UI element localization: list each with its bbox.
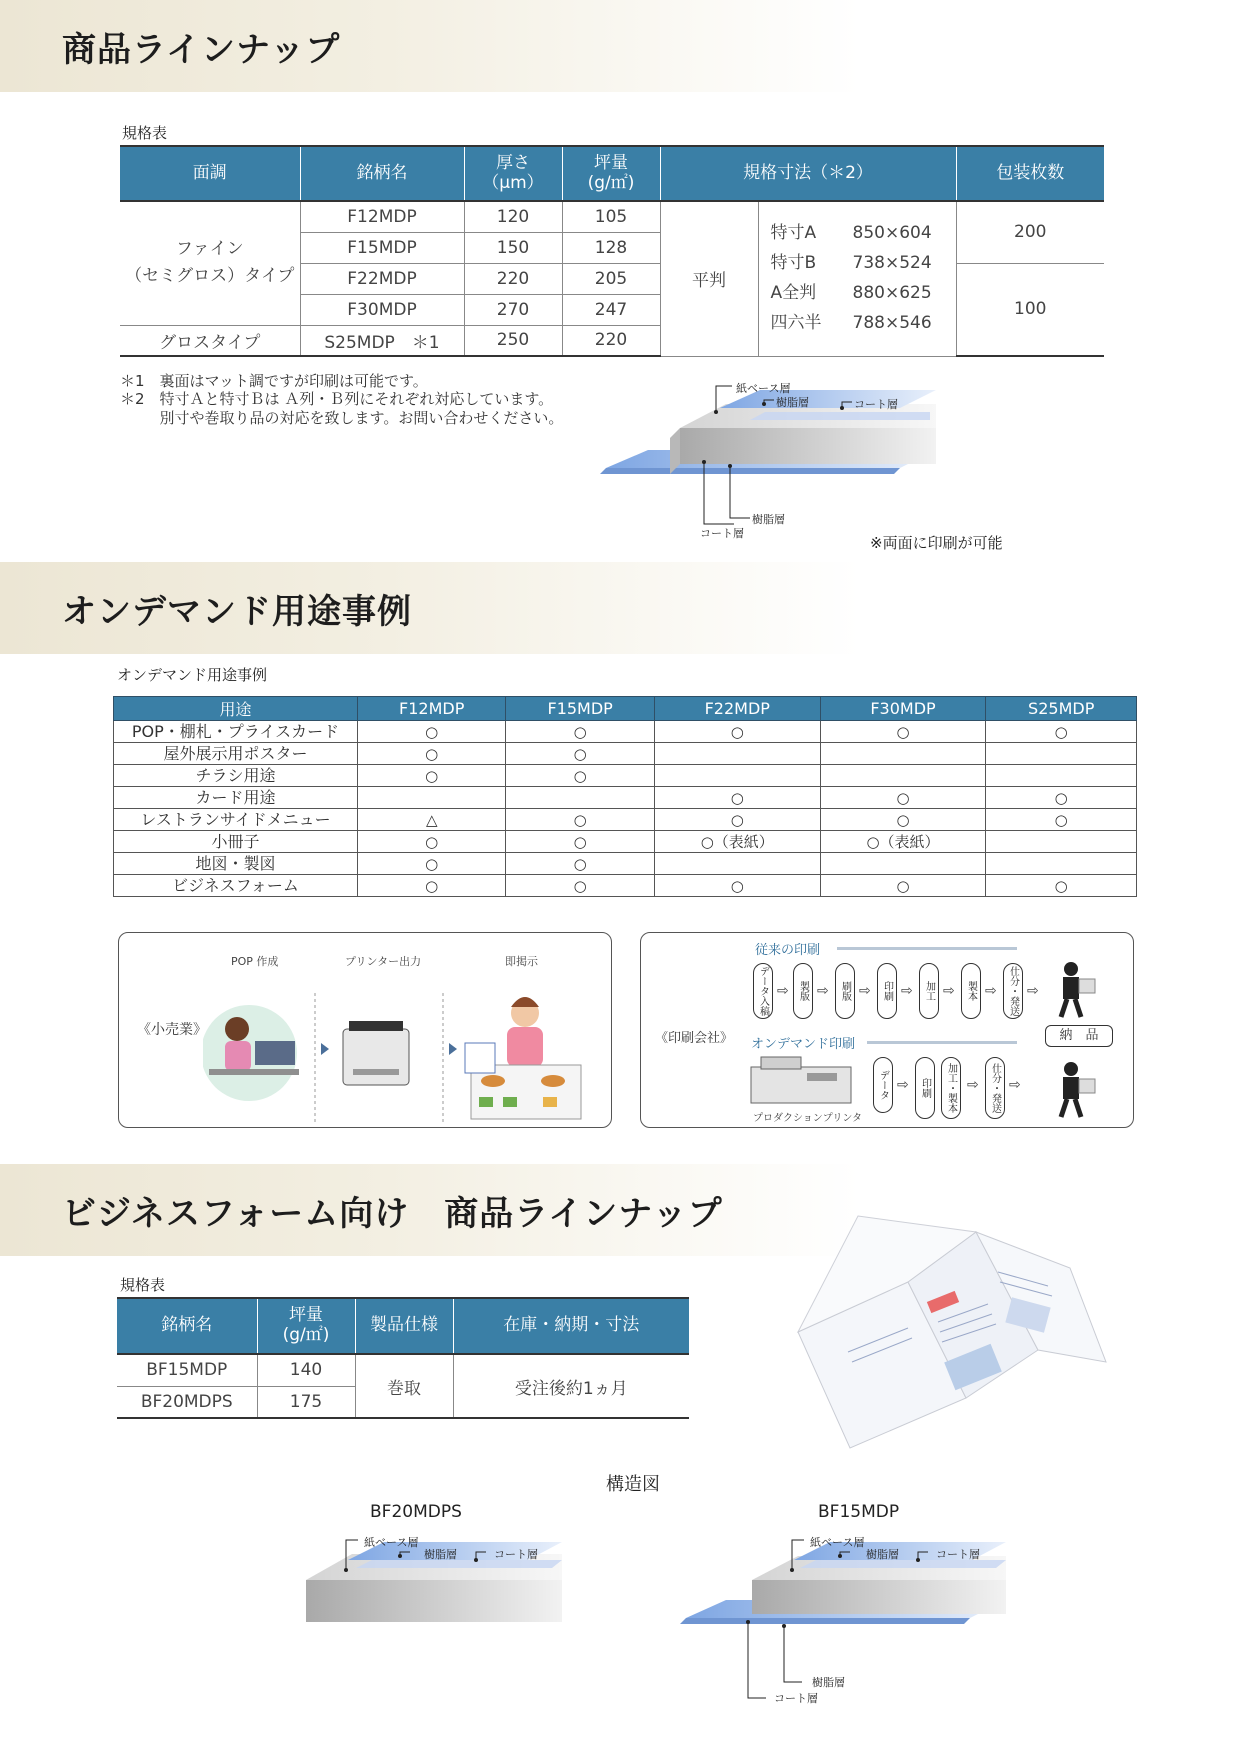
bf-table (117, 1297, 689, 1419)
use-row (114, 831, 1137, 853)
conventional-bar (837, 947, 1017, 950)
base-front (680, 428, 936, 464)
printer-icon (343, 1029, 409, 1085)
weight-cell: 247 (562, 294, 660, 325)
bf-th-weight: 坪量 (g/㎡) (257, 1298, 355, 1354)
label-coat-bottom: コート層 (774, 1692, 818, 1705)
person-head-icon (225, 1017, 249, 1041)
use-mark-cell: ○（表紙） (654, 831, 820, 853)
th-surface: 面調 (120, 146, 300, 201)
brand-cell: S25MDP ＊1 (300, 325, 464, 356)
use-mark-cell (820, 765, 986, 787)
use-label-cell: 小冊子 (114, 831, 358, 853)
use-mark-cell: ○ (654, 875, 820, 897)
size-row: A全判 880×625 (770, 282, 932, 303)
th-thickness: 厚さ （μm） (464, 146, 562, 201)
delivery-box: 納 品 (1045, 1025, 1113, 1047)
label-resin-bottom: 樹脂層 (752, 513, 785, 526)
base-front (306, 1580, 562, 1622)
use-label-cell: POP・棚札・プライスカード (114, 721, 358, 743)
use-label-cell: 地図・製図 (114, 853, 358, 875)
business-form-image (788, 1212, 1118, 1452)
use-mark-cell: ○ (358, 831, 506, 853)
th-brand: 銘柄名 (300, 146, 464, 201)
use-mark-cell (820, 853, 986, 875)
th-pack: 包装枚数 (956, 146, 1104, 201)
use-th: F22MDP (654, 697, 820, 721)
bf-weight-cell: 175 (257, 1386, 355, 1418)
use-row (114, 809, 1137, 831)
retail-panel (118, 932, 612, 1128)
use-mark-cell (506, 787, 654, 809)
thickness-cell: 270 (464, 294, 562, 325)
use-th: F12MDP (358, 697, 506, 721)
use-row (114, 743, 1137, 765)
use-label-cell: 屋外展示用ポスター (114, 743, 358, 765)
bf-th-brand: 銘柄名 (117, 1298, 257, 1354)
step-arrow-icon: ⇨ (859, 983, 871, 999)
bf-weight-cell: 140 (257, 1354, 355, 1386)
use-mark-cell: ○ (358, 743, 506, 765)
clerk-body-icon (507, 1027, 543, 1067)
weight-cell: 205 (562, 263, 660, 294)
ondemand-bar (867, 1041, 1017, 1044)
bottom-resin-layer (600, 468, 900, 474)
conv-step: 刷版 (835, 963, 855, 1019)
thickness-cell: 150 (464, 232, 562, 263)
step-arrow-icon: ⇨ (1027, 983, 1039, 999)
th-weight: 坪量 (g/㎡) (562, 146, 660, 201)
callout-dot (714, 410, 718, 414)
weight-cell: 128 (562, 232, 660, 263)
use-mark-cell: ○ (506, 831, 654, 853)
use-row (114, 875, 1137, 897)
use-row (114, 853, 1137, 875)
use-mark-cell: ○ (358, 853, 506, 875)
retail-illustration (203, 973, 603, 1123)
use-mark-cell: ○ (986, 721, 1137, 743)
thickness-cell: 250 (464, 325, 562, 356)
flat-cell: 平判 (660, 201, 758, 356)
use-label-cell: カード用途 (114, 787, 358, 809)
section-title: ビジネスフォーム向け 商品ラインナップ (62, 1194, 723, 1234)
thickness-cell: 120 (464, 201, 562, 232)
brand-cell: F15MDP (300, 232, 464, 263)
bottom-resin-layer (680, 1618, 970, 1624)
use-mark-cell: ○ (986, 787, 1137, 809)
use-mark-cell (986, 831, 1137, 853)
use-mark-cell: ○ (820, 787, 986, 809)
size-row: 特寸B 738×524 (770, 253, 932, 273)
section-title: オンデマンド用途事例 (62, 592, 412, 632)
label-paper-base: 紙ベース層 (364, 1536, 419, 1549)
od-step: 印刷 (915, 1057, 935, 1119)
step-printer-label: プリンター出力 (345, 955, 422, 968)
section-title: 商品ラインナップ (62, 30, 341, 70)
ondemand-label: オンデマンド印刷 (751, 1037, 856, 1052)
brand-cell: F30MDP (300, 294, 464, 325)
pack-cell: 200 (956, 201, 1104, 263)
delivery-person-icon (1051, 1059, 1101, 1119)
callout-dot (702, 460, 706, 464)
label-resin: 樹脂層 (866, 1548, 899, 1561)
bf-caption: 規格表 (120, 1276, 166, 1294)
step-arrow-icon: ⇨ (897, 1077, 909, 1093)
spec-notes (120, 372, 563, 427)
note-line: ＊1 裏面はマット調ですが印刷は可能です。 (120, 372, 428, 390)
brand-cell: F12MDP (300, 201, 464, 232)
step-arrow-icon: ⇨ (817, 983, 829, 999)
sizes-cell (758, 201, 956, 356)
use-mark-cell (358, 787, 506, 809)
base-front (752, 1580, 1006, 1614)
use-mark-cell (986, 853, 1137, 875)
use-mark-cell: ○ (506, 721, 654, 743)
thickness-cell: 220 (464, 263, 562, 294)
use-mark-cell: ○ (506, 809, 654, 831)
use-mark-cell: ○ (358, 765, 506, 787)
step-post-label: 即掲示 (505, 955, 538, 968)
section-header-ondemand (0, 562, 860, 654)
use-mark-cell: ○ (654, 721, 820, 743)
od-step: 加工・製本 (941, 1057, 961, 1119)
laptop-icon (255, 1041, 295, 1065)
note-line: 別寸や巻取り品の対応を致します。お問い合わせください。 (120, 408, 564, 427)
size-row: 特寸A 850×604 (770, 223, 932, 244)
use-label-cell: チラシ用途 (114, 765, 358, 787)
conv-step: 仕分・発送 (1003, 963, 1023, 1019)
both-sides-note: ※両面に印刷が可能 (870, 534, 1003, 552)
label-coat-bottom: コート層 (700, 527, 744, 540)
label-paper-base: 紙ベース層 (736, 382, 791, 395)
note-line: ＊2 特寸Ａと特寸Ｂは Ａ列・Ｂ列にそれぞれ対応しています。 (120, 390, 554, 409)
section-header-bf (0, 1164, 860, 1256)
th-size: 規格寸法（＊2） (660, 146, 956, 201)
use-mark-cell: ○ (654, 809, 820, 831)
use-mark-cell (986, 765, 1137, 787)
use-th: 用途 (114, 697, 358, 721)
use-th: F15MDP (506, 697, 654, 721)
bf-brand-cell: BF20MDPS (117, 1386, 257, 1418)
label-coat: コート層 (854, 398, 898, 411)
printing-label: 《印刷会社》 (655, 1031, 734, 1046)
use-row (114, 765, 1137, 787)
conv-step: データ入稿 (753, 963, 773, 1019)
desk-icon (209, 1069, 299, 1075)
brand-cell: F22MDP (300, 263, 464, 294)
use-mark-cell: ○（表紙） (820, 831, 986, 853)
conventional-label: 従来の印刷 (755, 943, 821, 958)
label-paper-base: 紙ベース層 (810, 1536, 865, 1549)
use-row (114, 787, 1137, 809)
use-label-cell: ビジネスフォーム (114, 875, 358, 897)
delivery-person-icon (1051, 959, 1101, 1019)
use-mark-cell (654, 743, 820, 765)
conv-step: 印刷 (877, 963, 897, 1019)
use-label-cell: レストランサイドメニュー (114, 809, 358, 831)
label-coat: コート層 (494, 1548, 538, 1561)
bf-stock-cell: 受注後約1ヵ月 (453, 1354, 689, 1418)
structure-right-name: BF15MDP (818, 1502, 900, 1522)
bf-spec-cell: 巻取 (355, 1354, 453, 1418)
use-mark-cell (654, 853, 820, 875)
use-th: S25MDP (986, 697, 1137, 721)
use-mark-cell: ○ (506, 765, 654, 787)
weight-cell: 105 (562, 201, 660, 232)
bf-brand-cell: BF15MDP (117, 1354, 257, 1386)
structure-left-name: BF20MDPS (370, 1502, 462, 1522)
conv-step: 製版 (793, 963, 813, 1019)
flow-arrow-icon (321, 1043, 329, 1055)
size-row: 四六半 788×546 (770, 312, 932, 333)
callout-dot (728, 464, 732, 468)
step-arrow-icon: ⇨ (967, 1077, 979, 1093)
step-arrow-icon: ⇨ (1009, 1077, 1021, 1093)
retail-label: 《小売業》 (137, 1022, 207, 1038)
use-mark-cell: ○ (506, 875, 654, 897)
callout-dot (762, 402, 766, 406)
use-mark-cell: ○ (820, 721, 986, 743)
step-arrow-icon: ⇨ (777, 983, 789, 999)
top-coat-layer (750, 412, 930, 420)
conv-step: 製本 (961, 963, 981, 1019)
use-mark-cell: ○ (506, 853, 654, 875)
callout-dot (840, 406, 844, 410)
person-body-icon (225, 1041, 251, 1071)
pack-cell: 100 (956, 263, 1104, 356)
spec-table (120, 145, 1104, 357)
weight-cell: 220 (562, 325, 660, 356)
use-mark-cell (986, 743, 1137, 765)
conv-step: 加工 (919, 963, 939, 1019)
production-printer-icon (747, 1053, 857, 1109)
use-caption: オンデマンド用途事例 (117, 666, 268, 684)
use-mark-cell: ○ (506, 743, 654, 765)
step-pop-label: POP 作成 (231, 955, 279, 968)
use-th: F30MDP (820, 697, 986, 721)
od-step: 仕分・発送 (985, 1057, 1005, 1119)
use-mark-cell (654, 765, 820, 787)
fine-type-cell: ファイン （セミグロス）タイプ (120, 201, 300, 325)
use-mark-cell: ○ (820, 809, 986, 831)
section-header-lineup (0, 0, 860, 92)
label-coat: コート層 (936, 1548, 980, 1561)
use-mark-cell: △ (358, 809, 506, 831)
use-mark-cell (820, 743, 986, 765)
label-resin: 樹脂層 (424, 1548, 457, 1561)
od-step: データ (873, 1057, 893, 1113)
label-resin: 樹脂層 (776, 396, 809, 409)
use-mark-cell: ○ (358, 875, 506, 897)
use-mark-cell: ○ (986, 875, 1137, 897)
layer-diagram-bf15mdp (680, 1538, 1010, 1708)
use-mark-cell: ○ (654, 787, 820, 809)
printer-caption: プロダクションプリンタ (753, 1113, 862, 1124)
structure-title: 構造図 (606, 1474, 660, 1495)
use-table (113, 696, 1137, 897)
use-row (114, 721, 1137, 743)
bf-th-stock: 在庫・納期・寸法 (453, 1298, 689, 1354)
bf-th-spec: 製品仕様 (355, 1298, 453, 1354)
use-mark-cell: ○ (820, 875, 986, 897)
spec-caption: 規格表 (122, 124, 168, 142)
label-resin-bottom: 樹脂層 (812, 1676, 845, 1689)
gloss-type-cell: グロスタイプ (120, 325, 300, 356)
step-arrow-icon: ⇨ (901, 983, 913, 999)
printing-panel (640, 932, 1134, 1128)
use-mark-cell: ○ (986, 809, 1137, 831)
use-mark-cell: ○ (358, 721, 506, 743)
step-arrow-icon: ⇨ (943, 983, 955, 999)
flow-arrow-icon (449, 1043, 457, 1055)
step-arrow-icon: ⇨ (985, 983, 997, 999)
